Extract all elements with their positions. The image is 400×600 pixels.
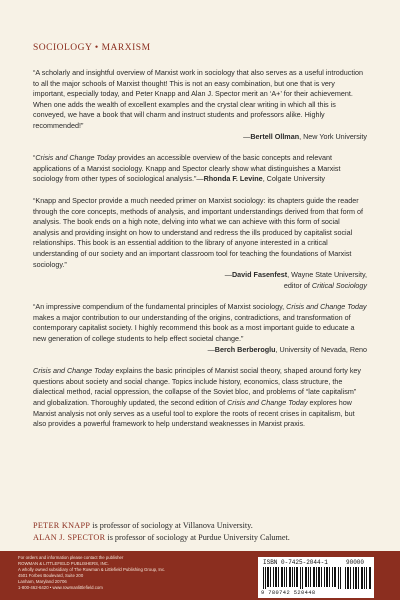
price-code: 90000 (346, 559, 365, 566)
price-barcode-icon (345, 567, 371, 589)
attribution-dash: — (207, 344, 215, 354)
book-title-ref: Crisis and Change Today (33, 366, 114, 376)
blurb-affiliation: , Wayne State University, (287, 270, 367, 280)
publisher-name: ROWMAN & LITTLEFIELD PUBLISHERS, INC. (18, 561, 109, 567)
blurb-attribution (33, 345, 367, 356)
description-text: explains the basic principles of Marxist social theory, shaped around forty key questions about society and social change. Topics include history, economics, class structure, the dialectical method, racial oppression, the collapse of the Soviet bloc, and problems of “late capitalism” and globalization. Thoroughly updated, the second edition of (33, 366, 362, 408)
blurb-quote-open: “ (33, 153, 36, 163)
attribution-dash: — (243, 131, 251, 141)
author-bios (33, 520, 367, 544)
book-description (33, 366, 367, 430)
blurb-author: Berch Berberoglu (214, 344, 276, 354)
book-title-ref: Crisis and Change Today (286, 302, 367, 312)
blurb-attribution (33, 270, 367, 281)
blurb-author: Bertell Ollman (250, 131, 300, 141)
book-title-ref: Crisis and Change Today (227, 398, 308, 408)
description-text-cont: explores how Marxist analysis not only serves as a useful tool to explore the roots of recent crises in capitalism, but also provides a powerful framework to help understand weaknesses in Marxist praxis. (33, 398, 355, 429)
blurb-quote: provides an accessible overview of the basic concepts and relevant applications of a Marxist sociology. Knapp and Spector clearly show what distinguishes a Marxist sociology from other types of sociological analysis.” (33, 153, 341, 184)
blurb-levine (33, 153, 367, 185)
barcode-icon (263, 567, 341, 589)
publisher-line: A wholly owned subsidiary of The Rowman & Littlefield Publishing Group, Inc. (18, 567, 166, 573)
barcode-number: 9 780742 520448 (261, 590, 316, 596)
blurb-affiliation: , University of Nevada, Reno (275, 344, 367, 354)
book-title-ref: Crisis and Change Today (35, 153, 116, 163)
author-name: PETER KNAPP (33, 521, 91, 530)
author-bio (33, 520, 367, 532)
blurb-ollman (33, 68, 367, 142)
publisher-line: For orders and information please contact the publisher (18, 555, 124, 560)
blurb-quote: “Knapp and Spector provide a much needed primer on Marxist sociology: its chapters guide the reader through the core concepts, methods of analysis, and important understandings derived from that form of analysis. The book ends on a high note, delving into what we can achieve with this form of social analysis and providing insight on how to understand and redress the ills produced by capitalist social relationships. This book is an essential addition to the library of anyone interested in a critical understanding of our society and an important classroom tool for teaching the foundations of Marxist sociology.” (33, 195, 364, 269)
blurb-author: David Fasenfest (231, 270, 288, 280)
blurb-fasenfest (33, 196, 367, 291)
publisher-line: Lanham, Maryland 20706 (18, 579, 67, 585)
blurb-berberoglu (33, 302, 367, 355)
attribution-dash: — (196, 174, 204, 184)
blurb-attribution (33, 132, 367, 143)
affiliation-prefix: editor of (283, 280, 312, 290)
blurb-author: Rhonda F. Levine (203, 174, 263, 184)
endorsements (33, 68, 367, 444)
author-text: is professor of sociology at Purdue University Calumet. (105, 533, 290, 542)
blurb-quote: “An impressive compendium of the fundamental principles of Marxist sociology, (33, 302, 287, 312)
journal-title: Critical Sociology (311, 280, 367, 290)
blurb-affiliation: , Colgate University (262, 174, 326, 184)
blurb-affiliation: , New York University (299, 131, 367, 141)
author-text: is professor of sociology at Villanova University. (90, 521, 253, 530)
blurb-affiliation-line2 (33, 281, 367, 292)
category-label: SOCIOLOGY • MARXISM (33, 43, 151, 53)
publisher-line: 4501 Forbes Boulevard, Suite 200 (18, 573, 84, 579)
publisher-line: 1-800-462-6420 • www.rowmanlittlefield.com (18, 585, 103, 591)
blurb-quote: “A scholarly and insightful overview of Marxist work in sociology that also serves as a useful introduction to all the major schools of Marxist thought! This is not an easy combination, but one that is very important, especially today, and Peter Knapp and Alan J. Spector merit an ‘A+’ for their achievement. When one adds the wealth of excellent examples and the crystal clear writing in which all this is conveyed, we have a book that will charm and instruct students and professors alike. Highly recommended!” (33, 68, 363, 130)
isbn-label: ISBN 0-7425-2044-1 (263, 559, 328, 566)
author-bio (33, 532, 367, 544)
publisher-info (18, 555, 178, 592)
author-name: ALAN J. SPECTOR (33, 533, 106, 542)
blurb-quote-cont: makes a major contribution to our understanding of the origins, contradictions, and transformation of contemporary capitalist society. I highly recommend this book as a most important guide to educate a new generation of college students to help effect societal change.” (33, 312, 355, 344)
attribution-dash: — (224, 270, 232, 280)
